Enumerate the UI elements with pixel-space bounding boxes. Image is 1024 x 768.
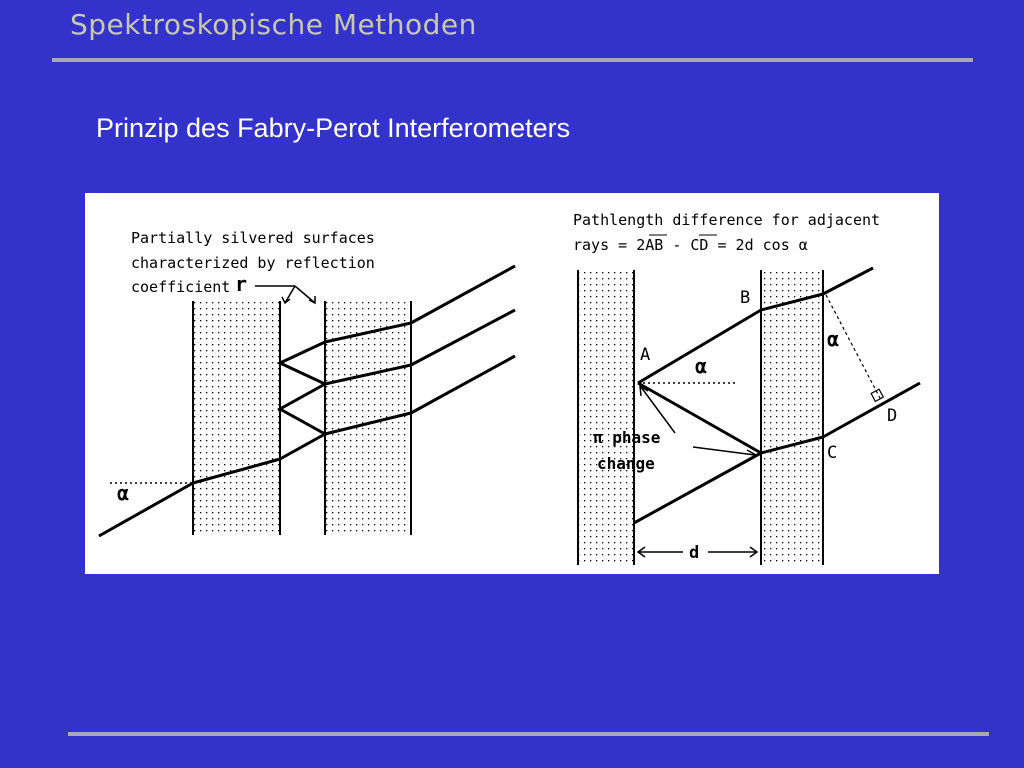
right-caption-line-1: Pathlength difference for adjacent: [573, 211, 881, 229]
ray-b-exit: [823, 268, 873, 294]
left-caption-line-2: characterized by reflection: [131, 254, 375, 272]
left-outgoing-ray-2: [411, 310, 515, 365]
right-angle-label-right: α: [827, 327, 840, 351]
coefficient-pointer-right-arrow: [295, 286, 315, 303]
left-caption-line-3: coefficient: [131, 278, 231, 296]
point-b-label: B: [740, 288, 751, 308]
right-plate-1: [578, 270, 634, 565]
right-caption-line-2: rays = 2AB - CD = 2d cos α: [573, 236, 808, 254]
left-outgoing-ray-3: [411, 266, 515, 323]
distance-label: d: [689, 543, 700, 563]
phase-pointer-to-reflection: [693, 447, 755, 455]
fabry-perot-diagram: [85, 193, 939, 574]
left-diagram: [99, 229, 515, 536]
left-angle-label: α: [117, 481, 130, 505]
phase-label-line-2: change: [597, 454, 655, 473]
right-angle-marker: [871, 389, 883, 401]
slide-heading: Prinzip des Fabry-Perot Interferometers: [96, 113, 571, 143]
right-diagram: [573, 211, 920, 565]
reflection-coefficient-symbol: r: [235, 272, 248, 296]
right-plate-2: [761, 270, 823, 565]
ray-c-exit: [823, 383, 920, 437]
point-a-label: A: [640, 345, 651, 365]
header-title: Spektroskopische Methoden: [70, 8, 477, 41]
left-plate-1: [193, 301, 280, 535]
point-c-label: C: [827, 443, 838, 463]
phase-label-line-1: π phase: [593, 428, 661, 447]
left-plate-2: [325, 301, 411, 535]
left-outgoing-ray-1: [411, 356, 515, 413]
left-incoming-ray: [99, 483, 193, 536]
header-rule: [52, 58, 973, 62]
left-gap-zigzag: [280, 342, 325, 459]
right-angle-label-top: α: [695, 354, 708, 378]
fabry-perot-figure: [85, 193, 939, 574]
point-d-label: D: [887, 406, 898, 426]
left-caption-line-1: Partially silvered surfaces: [131, 229, 375, 247]
footer-rule: [68, 732, 989, 736]
coefficient-pointer-left-arrow: [285, 286, 295, 303]
